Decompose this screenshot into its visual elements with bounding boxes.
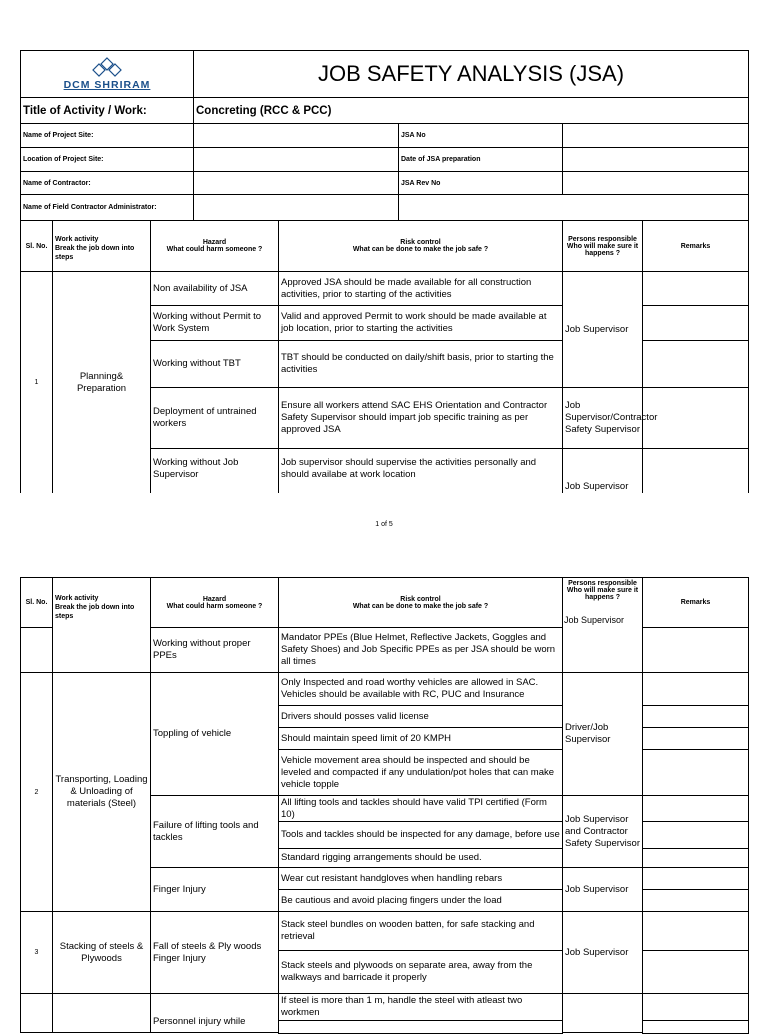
jsa-no-label: JSA No <box>398 123 563 148</box>
activity-value: Concreting (RCC & PCC) <box>193 97 749 124</box>
row-2-sl: 2 <box>20 672 53 912</box>
header-sl-no: Sl. No. <box>20 577 53 628</box>
control-item: Ensure all workers attend SAC EHS Orientation and Contractor Safety Supervisor should impart job specific training as per approved JSA <box>278 387 563 449</box>
hazard-item: Finger Injury <box>150 867 279 912</box>
remarks-cell[interactable] <box>642 848 749 868</box>
remarks-cell[interactable] <box>642 627 749 673</box>
control-item: Be cautious and avoid placing fingers under the load <box>278 889 563 912</box>
remarks-cell[interactable] <box>642 889 749 912</box>
remarks-cell[interactable] <box>642 911 749 951</box>
activity-label: Title of Activity / Work: <box>20 97 194 124</box>
hazard-item: Personnel injury while <box>150 993 279 1033</box>
field-admin-value[interactable] <box>193 194 399 221</box>
project-site-label: Name of Project Site: <box>20 123 194 148</box>
row-0-activity <box>52 627 151 673</box>
hazard-item: Toppling of vehicle <box>150 672 279 796</box>
remarks-cell[interactable] <box>642 340 749 388</box>
control-item: Valid and approved Permit to work should be made available at job location, prior to starting the activities <box>278 305 563 341</box>
remarks-cell[interactable] <box>642 672 749 706</box>
header-sl-no: Sl. No. <box>20 220 53 272</box>
field-admin-extra <box>398 194 749 221</box>
control-item: Mandator PPEs (Blue Helmet, Reflective Jackets, Goggles and Safety Shoes) and Job Specific PPEs as per JSA should be worn all times <box>278 627 563 673</box>
field-admin-label: Name of Field Contractor Administrator: <box>20 194 194 221</box>
hazard-item: Non availability of JSA <box>150 271 279 306</box>
row-1-activity: Planning& Preparation <box>52 271 151 493</box>
control-item: Tools and tackles should be inspected for any damage, before use <box>278 821 563 849</box>
remarks-cell[interactable] <box>642 950 749 994</box>
row-4-sl <box>20 993 53 1033</box>
header-remarks: Remarks <box>642 577 749 628</box>
location-value[interactable] <box>193 147 399 172</box>
remarks-cell[interactable] <box>642 1020 749 1034</box>
control-item: Drivers should posses valid license <box>278 705 563 728</box>
persons-item: Job Supervisor <box>562 271 643 388</box>
remarks-cell[interactable] <box>642 727 749 750</box>
hazard-item: Working without proper PPEs <box>150 627 279 673</box>
control-item: Wear cut resistant handgloves when handling rebars <box>278 867 563 890</box>
row-4-activity <box>52 993 151 1033</box>
remarks-cell[interactable] <box>642 705 749 728</box>
control-item: Standard rigging arrangements should be used. <box>278 848 563 868</box>
jsa-rev-value[interactable] <box>562 171 749 195</box>
persons-item: Job Supervisor and Contractor Safety Supervisor <box>562 795 643 868</box>
hazard-item: Deployment of untrained workers <box>150 387 279 449</box>
header-persons: Persons responsible Who will make sure it happens ? <box>562 577 643 626</box>
page-number: 1 of 5 <box>375 521 393 528</box>
persons-item: Driver/Job Supervisor <box>562 672 643 796</box>
contractor-value[interactable] <box>193 171 399 195</box>
jsa-rev-label: JSA Rev No <box>398 171 563 195</box>
persons-item <box>562 625 643 673</box>
persons-item: Job Supervisor <box>562 448 643 493</box>
control-item: Stack steels and plywoods on separate area, away from the walkways and barricade it properly <box>278 950 563 994</box>
remarks-cell[interactable] <box>642 795 749 822</box>
remarks-cell[interactable] <box>642 993 749 1021</box>
row-0-sl <box>20 627 53 673</box>
hazard-item: Working without Job Supervisor <box>150 448 279 493</box>
persons-cutoff: Job Supervisor <box>564 615 625 625</box>
company-name: DCM SHRIRAM <box>63 79 151 91</box>
project-site-value[interactable] <box>193 123 399 148</box>
remarks-cell[interactable] <box>642 448 749 493</box>
row-3-sl: 3 <box>20 911 53 994</box>
control-item: All lifting tools and tackles should have valid TPI certified (Form 10) <box>278 795 563 822</box>
hazard-item: Working without Permit to Work System <box>150 305 279 341</box>
jsa-date-value[interactable] <box>562 147 749 172</box>
jsa-date-label: Date of JSA preparation <box>398 147 563 172</box>
remarks-cell[interactable] <box>642 867 749 890</box>
header-work-activity: Work activity Break the job down into steps <box>52 220 151 272</box>
remarks-cell[interactable] <box>642 271 749 306</box>
page-title: JOB SAFETY ANALYSIS (JSA) <box>193 50 749 98</box>
control-item <box>278 1020 563 1034</box>
hazard-item: Working without TBT <box>150 340 279 388</box>
hazard-item: Fall of steels & Ply woods Finger Injury <box>150 911 279 994</box>
header-remarks: Remarks <box>642 220 749 272</box>
header-persons: Persons responsible Who will make sure it happens ? <box>562 220 643 272</box>
persons-item <box>562 993 643 1033</box>
row-2-activity: Transporting, Loading & Unloading of materials (Steel) <box>52 672 151 912</box>
dcm-shriram-logo-icon <box>89 56 125 78</box>
persons-item: Job Supervisor <box>562 867 643 912</box>
control-item: TBT should be conducted on daily/shift basis, prior to starting the activities <box>278 340 563 388</box>
header-risk-control: Risk control What can be done to make the job safe ? <box>278 577 563 628</box>
control-item: Stack steel bundles on wooden batten, for safe stacking and retrieval <box>278 911 563 951</box>
jsa-no-value[interactable] <box>562 123 749 148</box>
control-item: If steel is more than 1 m, handle the steel with atleast two workmen <box>278 993 563 1021</box>
header-risk-control: Risk control What can be done to make the job safe ? <box>278 220 563 272</box>
header-hazard: Hazard What could harm someone ? <box>150 577 279 628</box>
remarks-cell[interactable] <box>642 749 749 796</box>
control-item: Only Inspected and road worthy vehicles are allowed in SAC. Vehicles should be available with RC, PUC and Insurance <box>278 672 563 706</box>
contractor-label: Name of Contractor: <box>20 171 194 195</box>
row-3-activity: Stacking of steels & Plywoods <box>52 911 151 994</box>
hazard-item: Failure of lifting tools and tackles <box>150 795 279 868</box>
remarks-cell[interactable] <box>642 305 749 341</box>
logo-box <box>20 50 194 98</box>
header-work-activity: Work activity Break the job down into steps <box>52 577 151 628</box>
control-item: Approved JSA should be made available for all construction activities, prior to starting of the activities <box>278 271 563 306</box>
location-label: Location of Project Site: <box>20 147 194 172</box>
persons-item: Job Supervisor <box>562 911 643 994</box>
persons-item: Job Supervisor/Contractor Safety Supervisor <box>562 387 643 449</box>
header-hazard: Hazard What could harm someone ? <box>150 220 279 272</box>
remarks-cell[interactable] <box>642 387 749 449</box>
remarks-cell[interactable] <box>642 821 749 849</box>
control-item: Should maintain speed limit of 20 KMPH <box>278 727 563 750</box>
control-item: Vehicle movement area should be inspected and should be leveled and compacted if any undulation/pot holes that can make vehicle topple <box>278 749 563 796</box>
control-item: Job supervisor should supervise the activities personally and should availabe at work location <box>278 448 563 493</box>
row-1-sl: 1 <box>20 271 53 493</box>
